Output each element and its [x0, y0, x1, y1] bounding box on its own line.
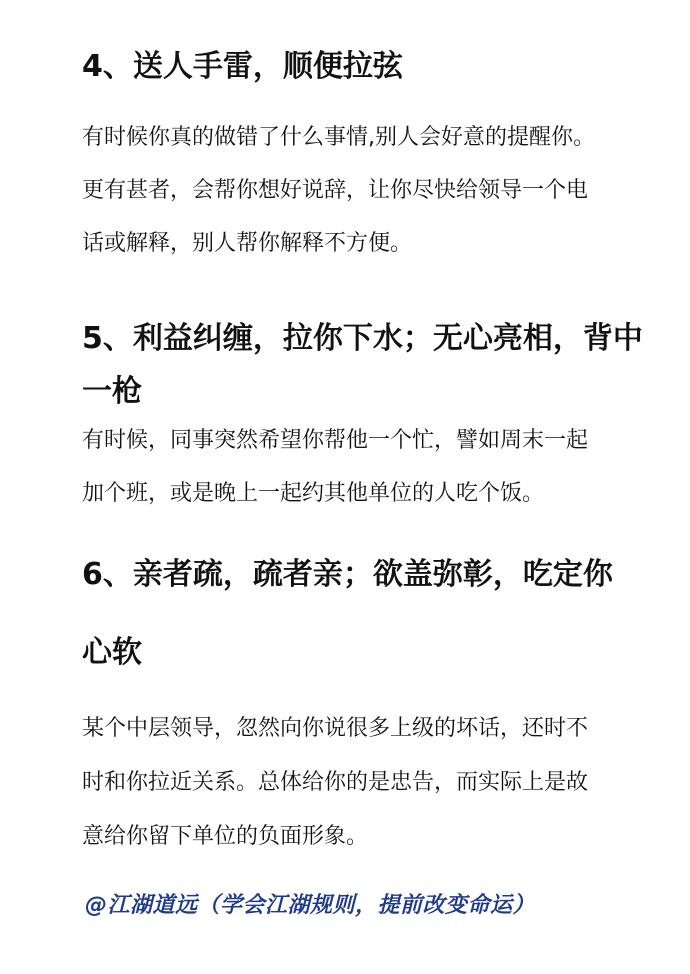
section-4-body: [82, 111, 647, 270]
body-line: 有时候你真的做错了什么事情,别人会好意的提醒你。: [82, 125, 595, 150]
title-line: 5、利益纠缠，拉你下水；无心亮相，背中: [82, 321, 643, 356]
body-line: 时和你拉近关系。总体给你的是忠告，而实际上是故: [82, 770, 589, 795]
section-6-title: [82, 536, 642, 692]
title-line: 4、送人手雷，顺便拉弦: [82, 49, 403, 84]
footer-signature: @江湖道远（学会江湖规则，提前改变命运）: [85, 893, 536, 918]
section-5-body: [82, 414, 647, 520]
body-line: 某个中层领导，忽然向你说很多上级的坏话，还时不: [82, 716, 589, 741]
title-line: 一枪: [82, 374, 142, 409]
body-line: 有时候，同事突然希望你帮他一个忙，譬如周末一起: [82, 428, 589, 453]
body-line: 话或解释，别人帮你解释不方便。: [82, 231, 413, 256]
section-4-title: [82, 42, 642, 92]
body-line: 更有甚者，会帮你想好说辞，让你尽快给领导一个电: [82, 178, 589, 203]
body-line: 意给你留下单位的负面形象。: [82, 824, 369, 849]
section-6-body: [82, 702, 647, 864]
title-line: 心软: [82, 635, 142, 670]
body-line: 加个班，或是晚上一起约其他单位的人吃个饭。: [82, 481, 545, 506]
title-line: 6、亲者疏，疏者亲；欲盖弥彰，吃定你: [82, 557, 613, 592]
section-5-title: [82, 312, 642, 418]
